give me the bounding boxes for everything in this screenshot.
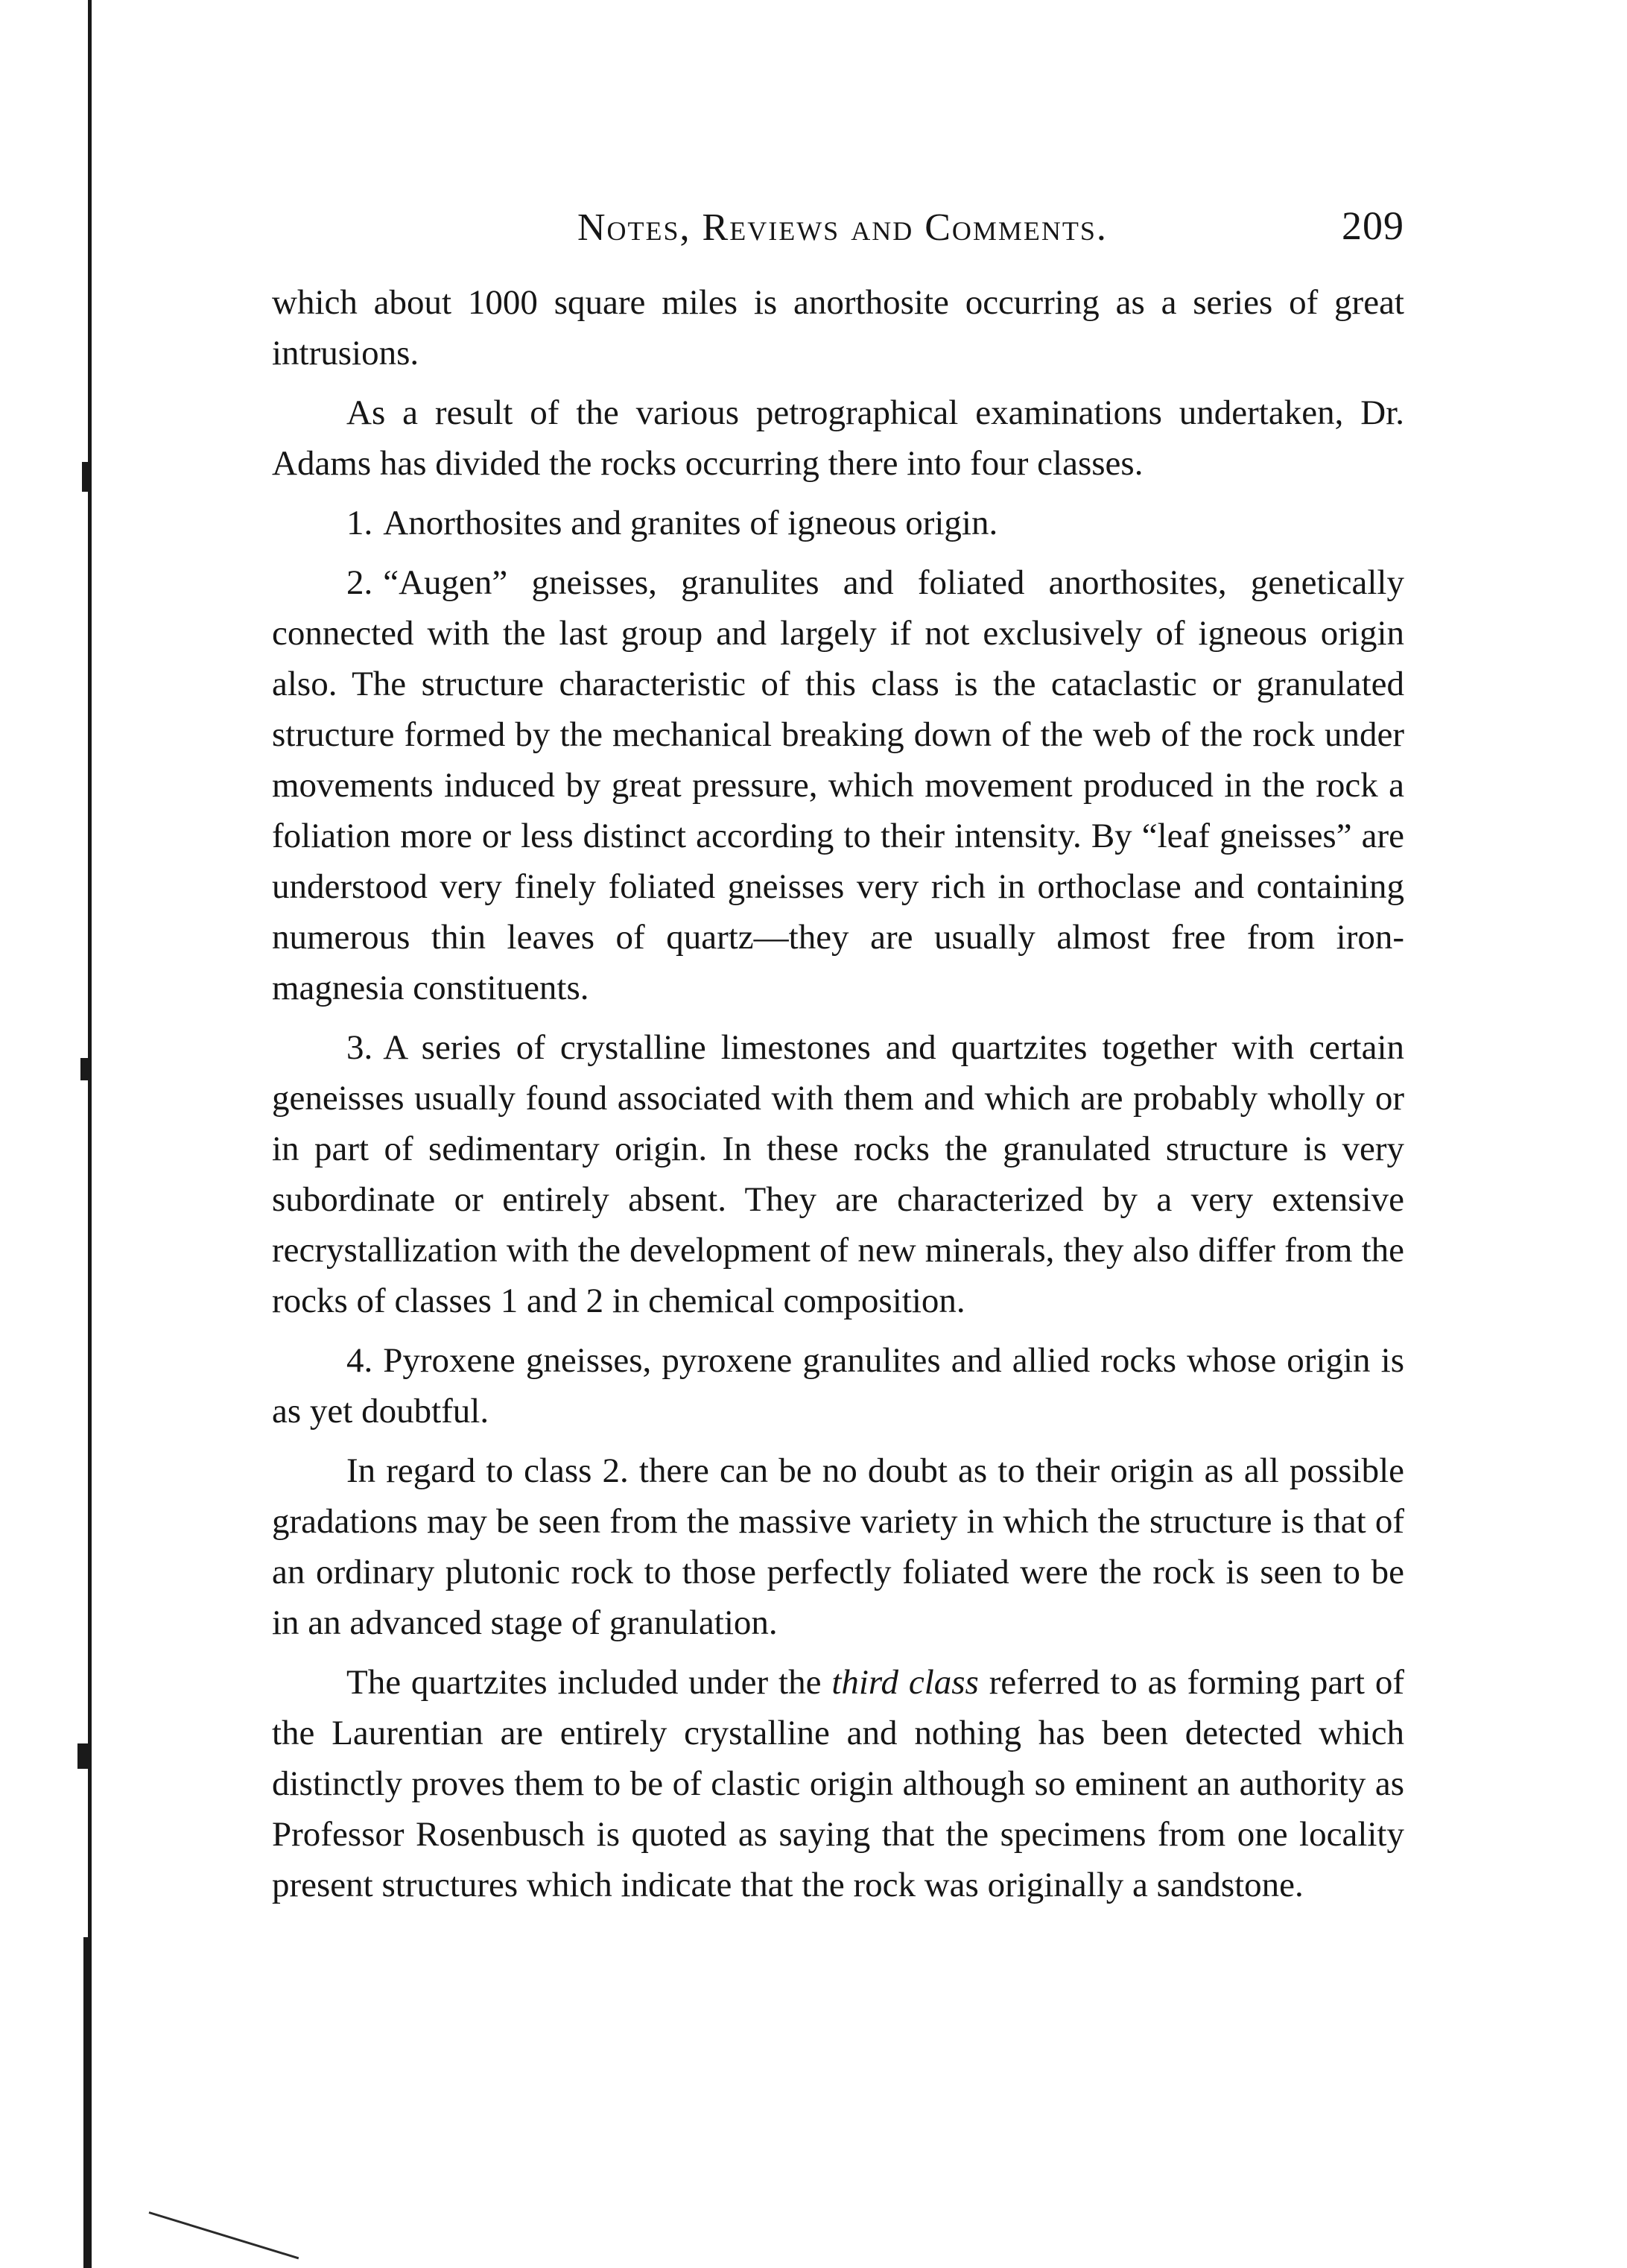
list-item-text: A series of crystalline limestones and quartzites together with certain geneisses usually found associated with them and which are probably wholly or in part of sedimentary origin. In these rocks the granulated structure is very subordinate or entirely absent. They are characterized by a very extensive recrystallization with the development of new minerals, they also differ from the rocks of classes 1 and 2 in chemical composition. [272, 1028, 1404, 1320]
edge-speck [80, 1058, 89, 1080]
list-item-number: 2. [346, 563, 373, 602]
list-item-number: 1. [346, 504, 373, 542]
paragraph-continuation: which about 1000 square miles is anorthosite occurring as a series of great intrusions. [272, 283, 1404, 373]
binding-edge-line [88, 0, 92, 2268]
list-item-text: Pyroxene gneisses, pyroxene granulites and allied rocks whose origin is as yet doubtful. [272, 1341, 1404, 1431]
list-item-text: Anorthosites and granites of igneous origin. [383, 504, 998, 542]
text-run: The quartzites included under the [346, 1663, 822, 1702]
list-item-number: 4. [346, 1341, 373, 1380]
text-run: referred to as forming part of the Laurentian are entirely crystalline and nothing has been detected which distinctly proves them to be of clastic origin although so eminent an authority as Professor Rosenbusch is quoted as saying that the specimens from one locality present structures which indicate that the rock was originally a sandstone. [272, 1663, 1404, 1904]
list-item-class-2 [272, 557, 1404, 1013]
stray-pen-mark [149, 2211, 299, 2259]
paragraph-classes-intro: As a result of the various petrographical examinations undertaken, Dr. Adams has divided the rocks occurring there into four classes. [272, 393, 1404, 483]
body-text [272, 277, 1404, 1919]
running-head: Notes, Reviews and Comments. [577, 206, 1108, 249]
italic-term: third class [831, 1663, 979, 1702]
page-header [272, 200, 1404, 252]
list-item-class-4 [272, 1335, 1404, 1436]
page-number: 209 [1342, 203, 1404, 248]
list-item-text: “Augen” gneisses, granulites and foliated anorthosites, genetically connected with the last group and largely if not exclusively of igneous origin also. The structure characteristic of this class is the cataclastic or granulated structure formed by the mechanical breaking down of the web of the rock under movements induced by great pressure, which movement produced in the rock a foliation more or less distinct according to their intensity. By “leaf gneisses” are understood very finely foliated gneisses very rich in orthoclase and containing numerous thin leaves of quartz—they are usually almost free from iron-magnesia constituents. [272, 563, 1404, 1007]
list-item-class-3 [272, 1022, 1404, 1326]
list-item-class-1 [272, 498, 1404, 548]
edge-speck [77, 1743, 88, 1769]
binding-edge-shadow [83, 1937, 89, 2268]
edge-speck [82, 462, 89, 492]
paragraph-class-2-origin: In regard to class 2. there can be no doubt as to their origin as all possible gradations may be seen from the massive variety in which the structure is that of an ordinary plutonic rock to those perfectly foliated were the rock is seen to be in an advanced stage of granulation. [272, 1451, 1404, 1642]
paragraph-quartzites [272, 1657, 1404, 1910]
list-item-number: 3. [346, 1028, 373, 1067]
